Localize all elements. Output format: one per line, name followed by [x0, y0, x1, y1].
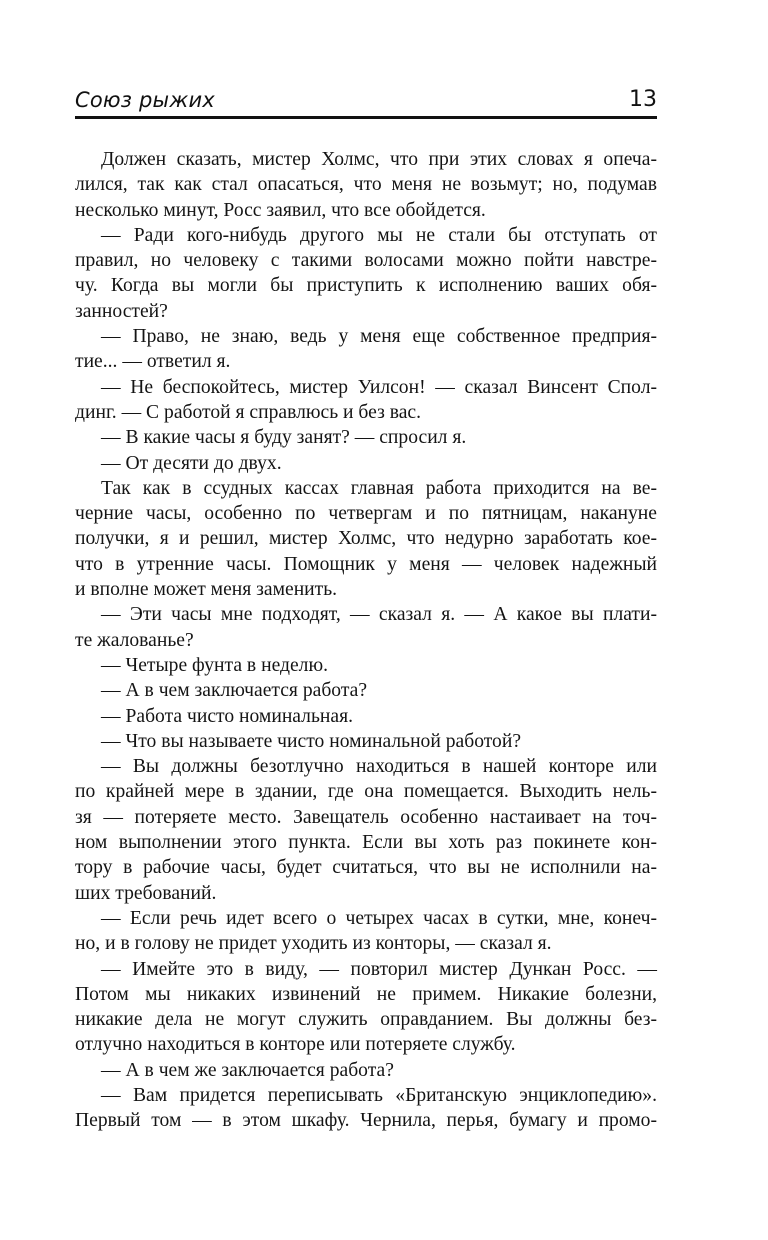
text-line: — Если речь идет всего о четырех часах в сутки, мне, конеч- — [101, 907, 657, 929]
text-line: что в утренние часы. Помощник у меня — человек надежный — [75, 553, 657, 575]
text-line: Так как в ссудных кассах главная работа приходится на ве- — [101, 477, 657, 499]
text-line: отлучно находиться в конторе или потеряете службу. — [75, 1034, 516, 1056]
text-line: занностей? — [75, 300, 168, 322]
text-line: чу. Когда вы могли бы приступить к исполнению ваших обя- — [75, 275, 657, 297]
text-line: — Право, не знаю, ведь у меня еще собственное предприя- — [101, 326, 657, 348]
text-line: — А в чем же заключается работа? — [101, 1059, 394, 1081]
text-line: — Что вы называете чисто номинальной работой? — [101, 730, 522, 752]
text-line: несколько минут, Росс заявил, что все обойдется. — [75, 199, 486, 221]
page-number: 13 — [629, 87, 657, 112]
text-line: никакие дела не могут служить оправданием. Вы должны без- — [75, 1009, 657, 1031]
text-line: — Вам придется переписывать «Британскую энциклопедию». — [101, 1084, 657, 1106]
body-text — [75, 147, 657, 1134]
text-line: правил, но человеку с такими волосами можно пойти навстре- — [75, 250, 657, 272]
text-line: — Эти часы мне подходят, — сказал я. — А какое вы плати- — [101, 604, 657, 626]
text-line: динг. — С работой я справлюсь и без вас. — [75, 401, 421, 423]
text-line: — Работа чисто номинальная. — [101, 705, 353, 727]
text-line: но, и в голову не придет уходить из конторы, — сказал я. — [75, 933, 552, 955]
text-line: тие... — ответил я. — [75, 351, 231, 373]
text-line: и вполне может меня заменить. — [75, 579, 338, 601]
text-line: — Не беспокойтесь, мистер Уилсон! — сказал Винсент Спол- — [101, 376, 657, 398]
text-line: те жалованье? — [75, 629, 194, 651]
text-line: — А в чем заключается работа? — [101, 680, 368, 702]
text-line: ших требований. — [75, 882, 217, 904]
text-line: — Имейте это в виду, — повторил мистер Дункан Росс. — — [101, 958, 657, 980]
text-line: по крайней мере в здании, где она помещается. Выходить нель- — [75, 781, 657, 803]
text-line: черние часы, особенно по четвергам и по пятницам, накануне — [75, 503, 657, 525]
text-line: — Ради кого-нибудь другого мы не стали бы отступать от — [101, 224, 657, 246]
text-line: ном выполнении этого пункта. Если вы хоть раз покинете кон- — [75, 832, 657, 854]
text-line: Потом мы никаких извинений не примем. Никакие болезни, — [75, 983, 657, 1005]
text-line: лился, так как стал опасаться, что меня не возьмут; но, подумав — [75, 174, 657, 196]
text-line: — От десяти до двух. — [101, 452, 282, 474]
text-line: зя — потеряете место. Завещатель особенно настаивает на точ- — [75, 806, 657, 828]
book-page — [75, 82, 657, 1134]
text-line: Должен сказать, мистер Холмс, что при этих словах я опеча- — [101, 149, 657, 170]
text-line: — Четыре фунта в неделю. — [101, 654, 328, 676]
running-header — [75, 82, 657, 119]
chapter-title: Союз рыжих — [75, 88, 215, 112]
text-line: тору в рабочие часы, будет считаться, что вы не исполнили на- — [75, 857, 657, 879]
text-line: — Вы должны безотлучно находиться в нашей конторе или — [101, 756, 657, 778]
text-line: — В какие часы я буду занят? — спросил я. — [101, 427, 467, 449]
text-line: Первый том — в этом шкафу. Чернила, перья, бумагу и промо- — [75, 1110, 657, 1132]
text-line: получки, я и решил, мистер Холмс, что недурно заработать кое- — [75, 528, 657, 550]
